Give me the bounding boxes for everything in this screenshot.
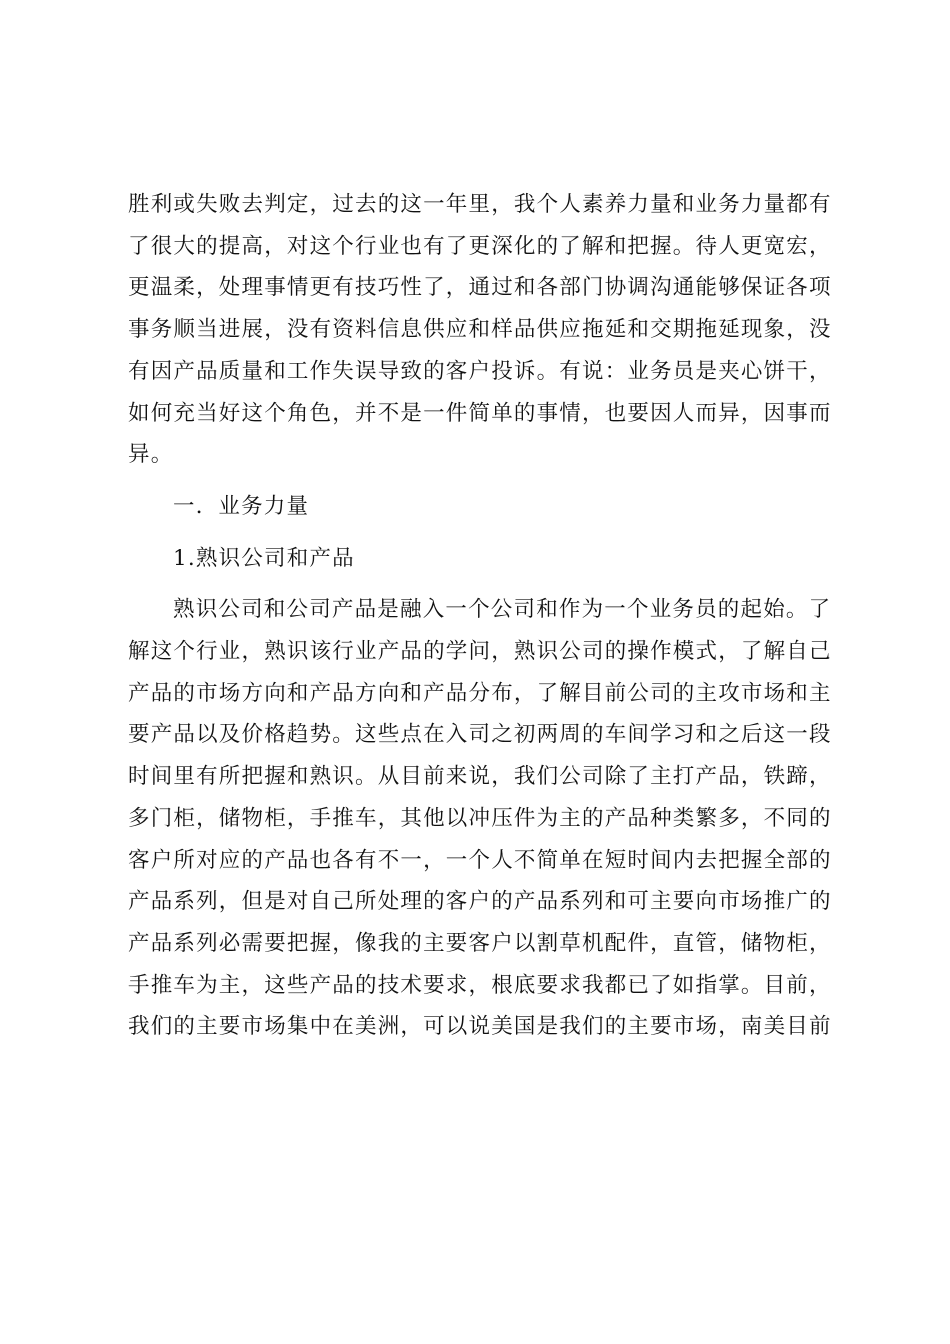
body-paragraph — [128, 589, 832, 1048]
paragraph-line: 产品系列，但是对自己所处理的客户的产品系列和可主要向市场推广的 — [128, 889, 832, 915]
section-heading: 一．业务力量 — [173, 493, 310, 519]
paragraph-line: 多门柜，储物柜，手推车，其他以冲压件为主的产品种类繁多，不同的 — [128, 805, 832, 831]
paragraph-line: 手推车为主，这些产品的技术要求，根底要求我都已了如指掌。目前， — [128, 972, 832, 998]
paragraph-line: 更温柔，处理事情更有技巧性了，通过和各部门协调沟通能够保证各项 — [128, 275, 832, 301]
paragraph-line: 时间里有所把握和熟识。从目前来说，我们公司除了主打产品，铁蹄， — [128, 764, 832, 790]
paragraph-line: 产品系列必需要把握，像我的主要客户以割草机配件，直管，储物柜， — [128, 930, 832, 956]
paragraph-line: 事务顺当进展，没有资料信息供应和样品供应拖延和交期拖延现象，没 — [128, 317, 832, 343]
paragraph-line: 如何充当好这个角色，并不是一件简单的事情，也要因人而异，因事而 — [128, 400, 832, 426]
paragraph-line: 我们的主要市场集中在美洲，可以说美国是我们的主要市场，南美目前 — [128, 1014, 832, 1040]
paragraph-line: 客户所对应的产品也各有不一，一个人不简单在短时间内去把握全部的 — [128, 847, 832, 873]
subsection-heading: 1.熟识公司和产品 — [173, 545, 355, 571]
paragraph-line: 产品的市场方向和产品方向和产品分布，了解目前公司的主攻市场和主 — [128, 680, 832, 706]
intro-paragraph — [128, 184, 832, 476]
paragraph-line: 要产品以及价格趋势。这些点在入司之初两周的车间学习和之后这一段 — [128, 722, 832, 748]
paragraph-line: 胜利或失败去判定，过去的这一年里，我个人素养力量和业务力量都有 — [128, 192, 832, 217]
paragraph-line: 解这个行业，熟识该行业产品的学问，熟识公司的操作模式，了解自己 — [128, 639, 832, 665]
paragraph-line: 了很大的提高，对这个行业也有了更深化的了解和把握。待人更宽宏， — [128, 233, 832, 259]
paragraph-line: 有因产品质量和工作失误导致的客户投诉。有说：业务员是夹心饼干， — [128, 358, 832, 384]
document-body — [128, 184, 832, 1048]
paragraph-line: 熟识公司和公司产品是融入一个公司和作为一个业务员的起始。了 — [173, 597, 832, 623]
paragraph-line: 异。 — [128, 442, 174, 468]
